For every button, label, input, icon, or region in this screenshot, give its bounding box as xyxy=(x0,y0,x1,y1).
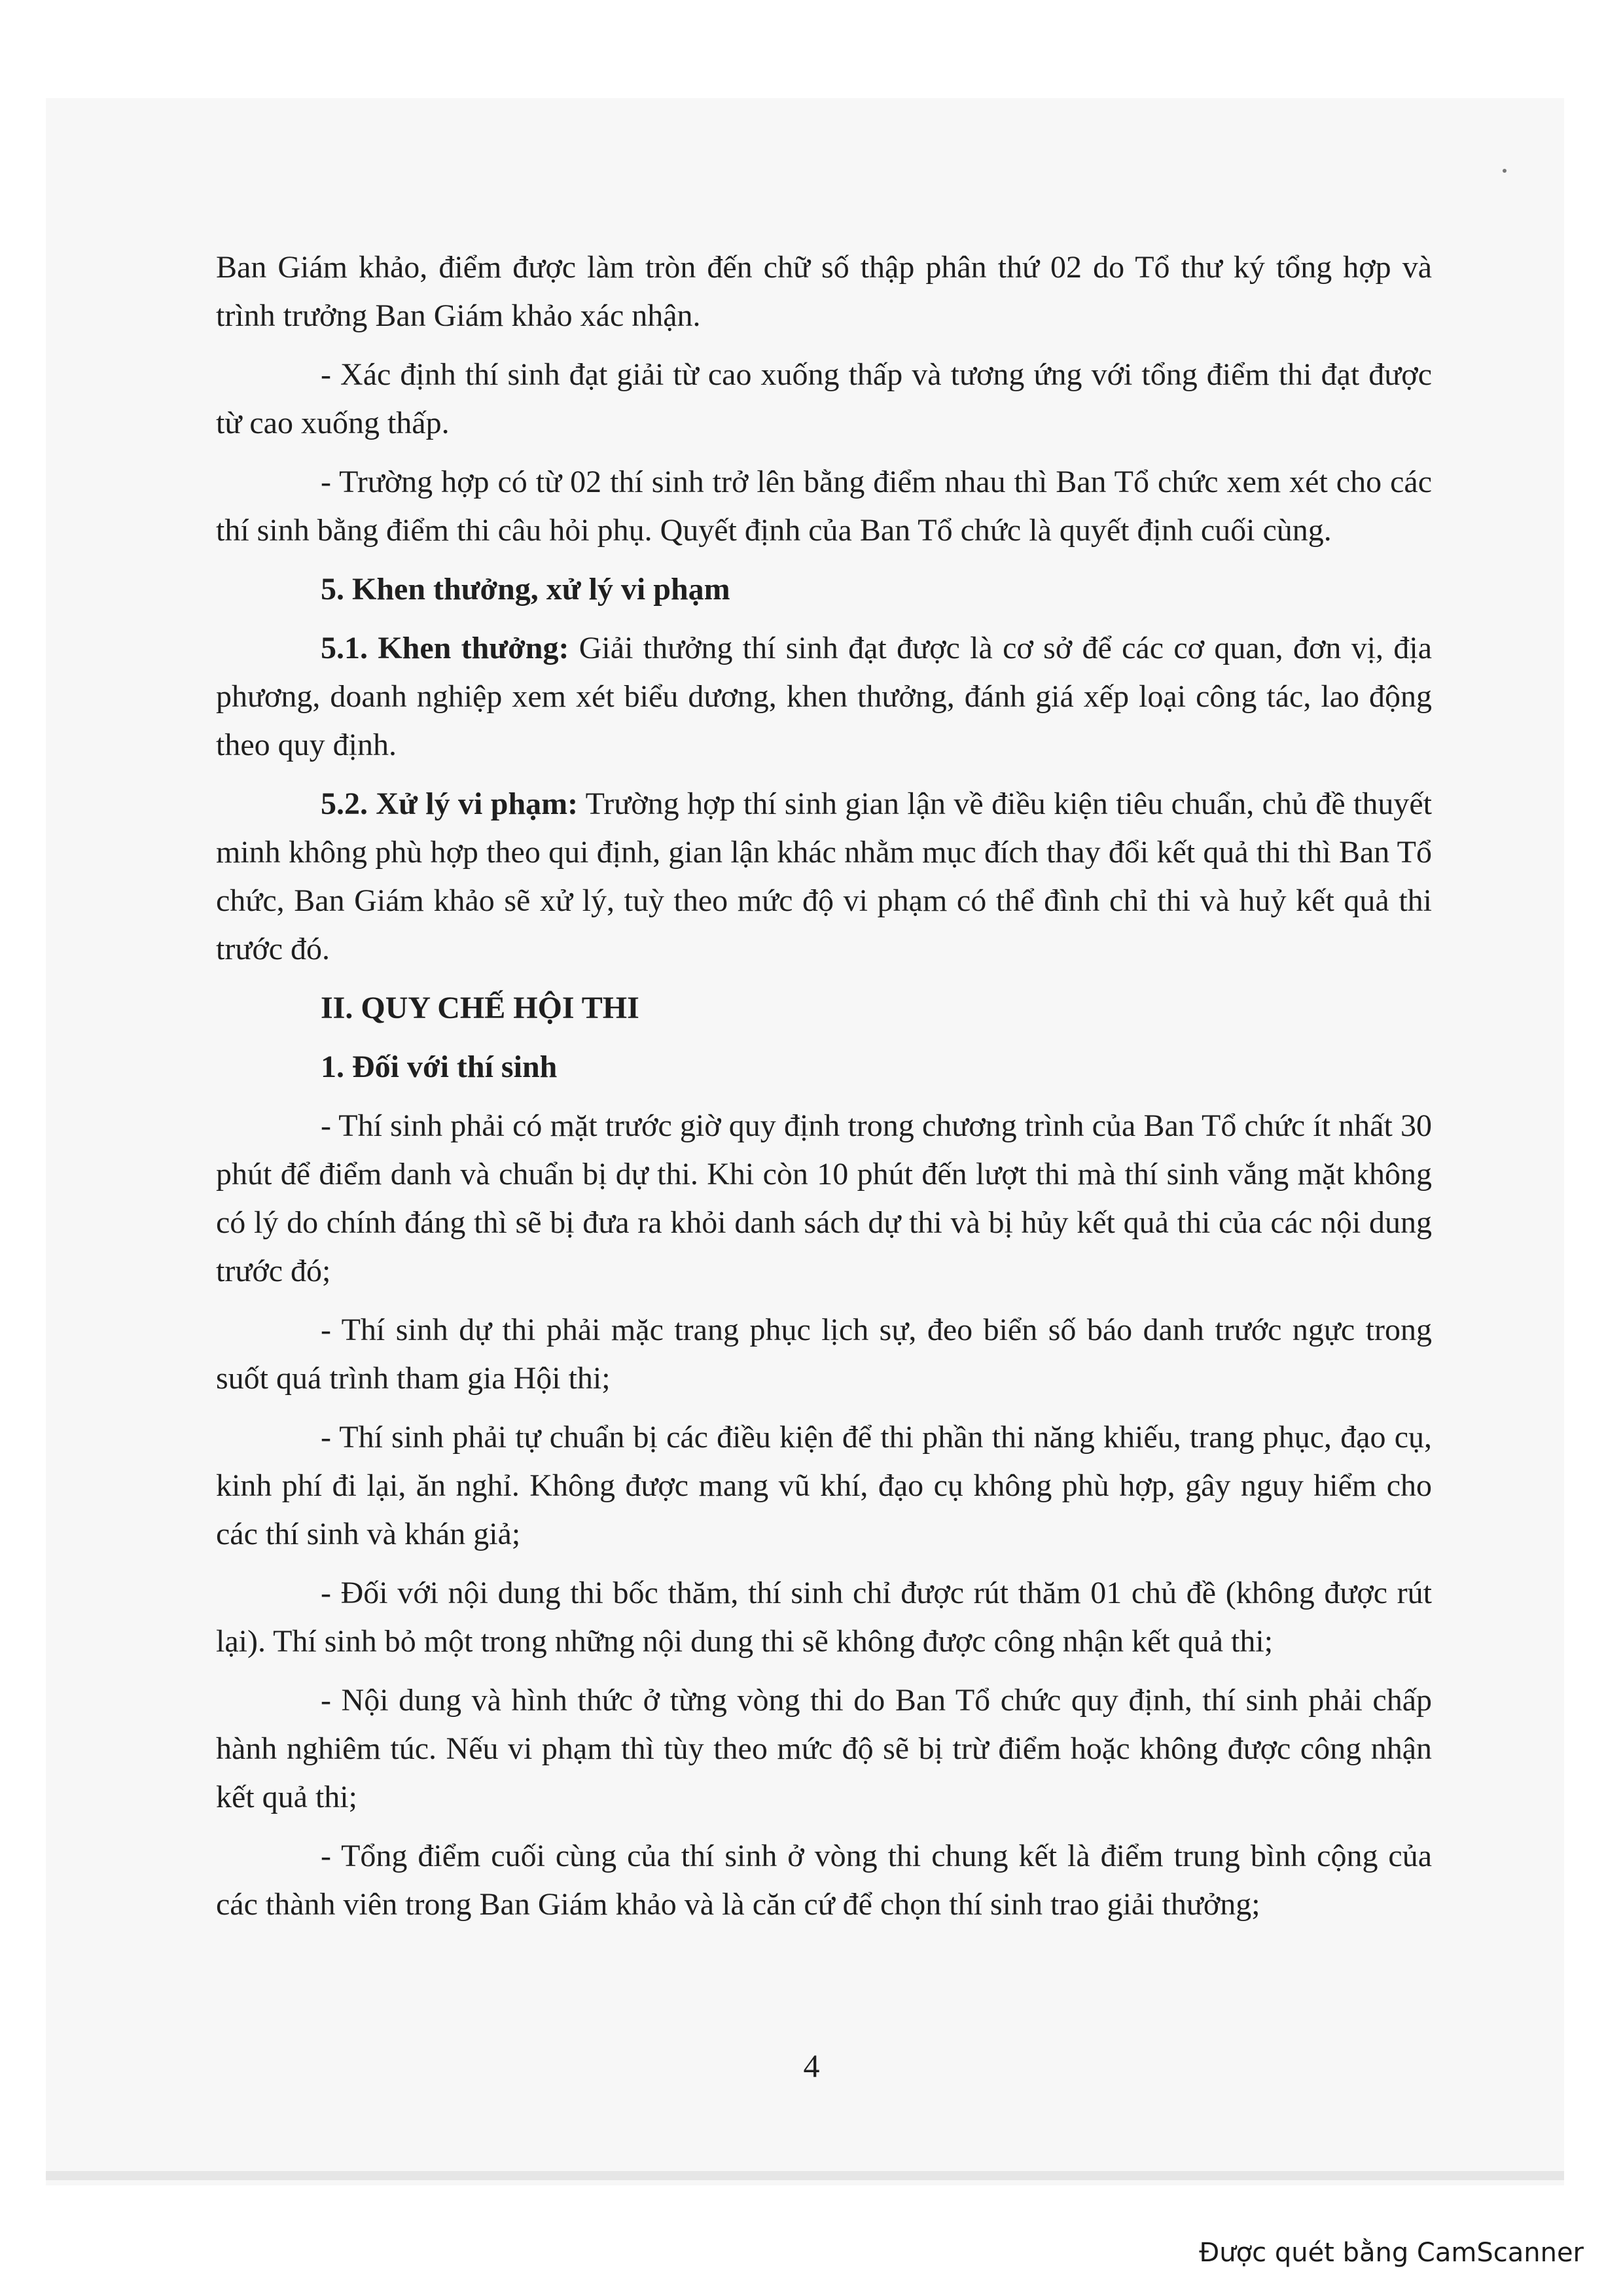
subheading-reward: 5.1. Khen thưởng: xyxy=(321,631,569,665)
subheading-violation: 5.2. Xử lý vi phạm: xyxy=(321,786,579,821)
paragraph-attendance: - Thí sinh phải có mặt trước giờ quy định trong chương trình của Ban Tổ chức ít nhất 30 phút để điểm danh và chuẩn bị dự thi. Khi còn 10 phút đến lượt thi mà thí sinh vắng mặt không có lý do chính đáng thì sẽ bị đưa ra khỏi danh sách dự thi và bị hủy kết quả thi của các nội dung trước đó; xyxy=(216,1108,1432,1288)
paragraph-attire: - Thí sinh dự thi phải mặc trang phục lịch sự, đeo biển số báo danh trước ngực trong suốt quá trình tham gia Hội thi; xyxy=(216,1313,1432,1396)
paragraph-preparation: - Thí sinh phải tự chuẩn bị các điều kiện để thi phần thi năng khiếu, trang phục, đạo cụ, kinh phí đi lại, ăn nghỉ. Không được mang vũ khí, đạo cụ không phù hợp, gây nguy hiểm cho các thí sinh và khán giả; xyxy=(216,1420,1432,1551)
subsection-heading-contestants: 1. Đối với thí sinh xyxy=(321,1050,558,1084)
violation-text: Trường hợp thí sinh gian lận về điều kiện tiêu chuẩn, chủ đề thuyết minh không phù hợp theo qui định, gian lận khác nhằm mục đích thay đổi kết quả thi thì Ban Tổ chức, Ban Giám khảo sẽ xử lý, tuỳ theo mức độ vi phạm có thể đình chỉ thi và huỷ kết quả thi trước đó. xyxy=(216,786,1433,966)
section-heading-rewards: 5. Khen thưởng, xử lý vi phạm xyxy=(321,572,730,607)
reward-text: Giải thưởng thí sinh đạt được là cơ sở để các cơ quan, đơn vị, địa phương, doanh nghiệp xem xét biểu dương, khen thưởng, đánh giá xếp loại công tác, lao động theo quy định. xyxy=(216,631,1433,762)
paragraph-continuation: Ban Giám khảo, điểm được làm tròn đến chữ số thập phân thứ 02 do Tổ thư ký tổng hợp và trình trưởng Ban Giám khảo xác nhận. xyxy=(216,250,1432,333)
paragraph-reward xyxy=(216,624,1432,769)
scan-speck xyxy=(1503,169,1507,173)
page-number: 4 xyxy=(803,2047,820,2084)
paragraph-tie-break: - Trường hợp có từ 02 thí sinh trở lên bằng điểm nhau thì Ban Tổ chức xem xét cho các thí sinh bằng điểm thi câu hỏi phụ. Quyết định của Ban Tổ chức là quyết định cuối cùng. xyxy=(216,465,1432,548)
document-body xyxy=(216,243,1432,1939)
paragraph-draw: - Đối với nội dung thi bốc thăm, thí sinh chỉ được rút thăm 01 chủ đề (không được rút lại). Thí sinh bỏ một trong những nội dung thi sẽ không được công nhận kết quả thi; xyxy=(216,1576,1432,1659)
camscanner-watermark: Được quét bằng CamScanner xyxy=(1199,2238,1584,2268)
paragraph-violation xyxy=(216,780,1432,974)
paragraph-ranking: - Xác định thí sinh đạt giải từ cao xuống thấp và tương ứng với tổng điểm thi đạt được từ cao xuống thấp. xyxy=(216,357,1432,440)
section-heading-regulations: II. QUY CHẾ HỘI THI xyxy=(321,991,639,1025)
paragraph-final-score: - Tổng điểm cuối cùng của thí sinh ở vòng thi chung kết là điểm trung bình cộng của các thành viên trong Ban Giám khảo và là căn cứ để chọn thí sinh trao giải thưởng; xyxy=(216,1839,1432,1922)
scan-edge xyxy=(46,2171,1564,2180)
paragraph-compliance: - Nội dung và hình thức ở từng vòng thi do Ban Tổ chức quy định, thí sinh phải chấp hành nghiêm túc. Nếu vi phạm thì tùy theo mức độ sẽ bị trừ điểm hoặc không được công nhận kết quả thi; xyxy=(216,1683,1432,1814)
